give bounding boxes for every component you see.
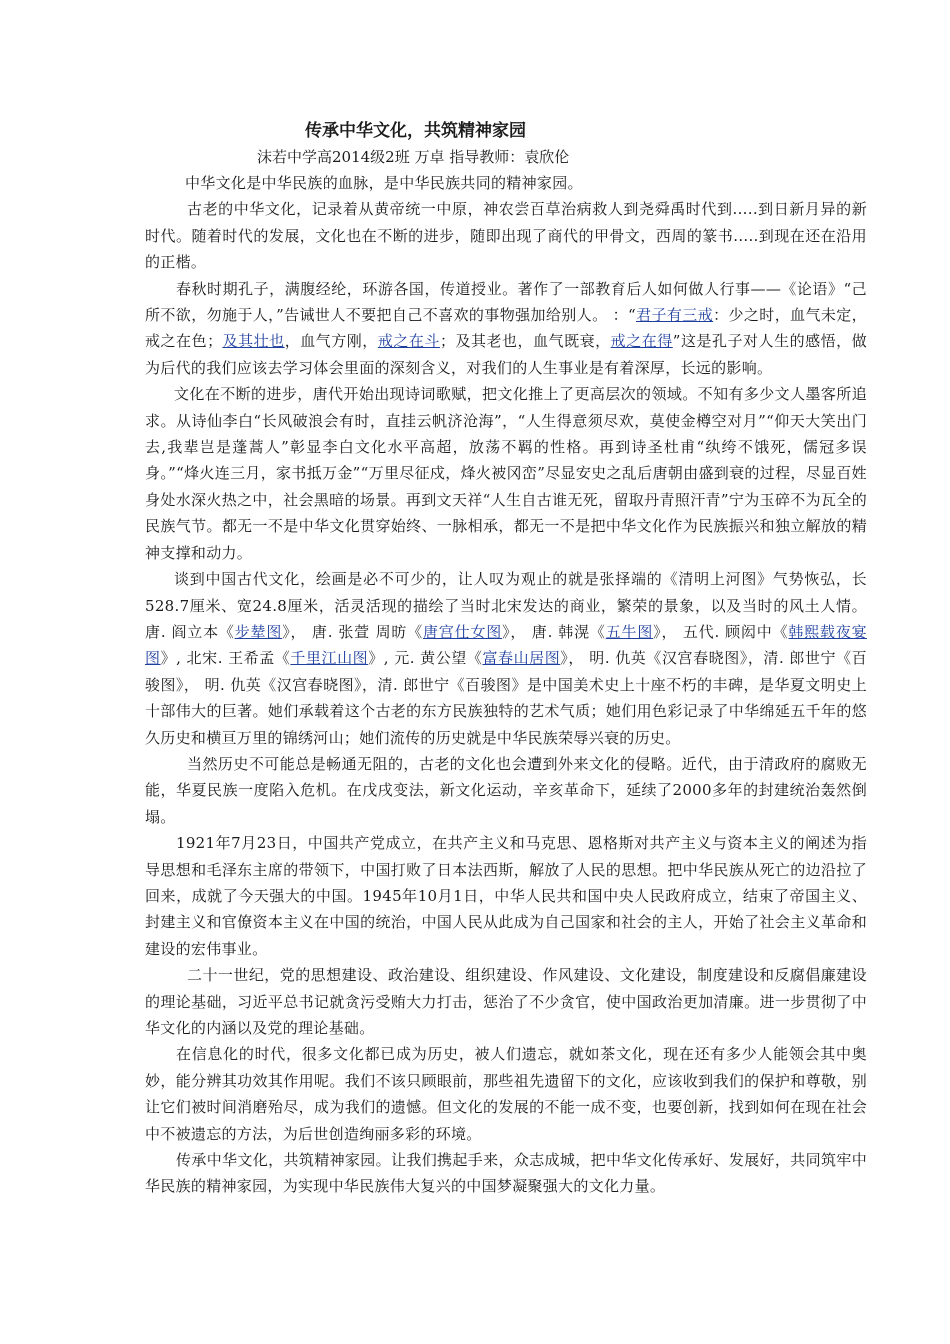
paragraph-information-age: 在信息化的时代，很多文化都已成为历史，被人们遗忘，就如茶文化，现在还有多少人能领会其中奥妙，能分辨其功效其作用呢。我们不该只顾眼前，那些祖先遗留下的文化，应该收到我们的保护和尊敬，别让它们被时间消磨殆尽，成为我们的遗憾。但文化的发展的不能一成不变，也要创新，找到如何在现在社会中不被遗忘的方法，为后世创造绚丽多彩的环境。 — [145, 1045, 867, 1143]
paragraph-text: 》， 唐. 韩滉《 — [502, 622, 606, 641]
paragraph-text: ”这是孔子对人生的感悟，做为后代的我们应该去学习体会里面的深刻含义，对我们的人生事业是有着深厚，长远的影响。 — [145, 332, 867, 377]
paragraph-text: 》， 五代. 顾闳中《 — [653, 622, 789, 641]
paragraph-paintings — [145, 566, 867, 751]
link-tanggong-shinv-tu[interactable]: 唐宫仕女图 — [423, 622, 503, 641]
paragraph-text: ：少之时，血气未定，戒之在色； — [145, 306, 867, 351]
paragraph-text: 》, 北宋. 王希孟《 — [160, 649, 291, 668]
paragraph-text: 》, 元. 黄公望《 — [368, 649, 483, 668]
document-page — [145, 118, 867, 1200]
link-fuchun-shanju-tu[interactable]: 富春山居图 — [482, 649, 561, 668]
link-jiqi-zhuangye[interactable]: 及其壮也 — [222, 332, 285, 351]
paragraph-modern-crisis: 当然历史不可能总是畅通无阻的，古老的文化也会遭到外来文化的侵略。近代，由于清政府的腐败无能，华夏民族一度陷入危机。在戊戌变法，新文化运动，辛亥革命下，延续了2000多年的封建统治轰然倒塌。 — [145, 754, 867, 826]
paragraph-tang-poetry: 文化在不断的进步，唐代开始出现诗词歌赋，把文化推上了更高层次的领域。不知有多少文人墨客所追求。从诗仙李白“长风破浪会有时，直挂云帆济沧海”，“人生得意须尽欢，莫使金樽空对月”“仰天大笑出门去,我辈岂是蓬蒿人”彰显李白文化水平高超，放荡不羁的性格。再到诗圣杜甫“纨绔不饿死，儒冠多误身。”“烽火连三月，家书抵万金”“万里尽征戍，烽火被冈峦”尽显安史之乱后唐朝由盛到衰的过程，尽显百姓身处水深火热之中，社会黑暗的场景。再到文天祥“人生自古谁无死，留取丹青照汗青”宁为玉碎不为瓦全的民族气节。都无一不是中华文化贯穿始终、一脉相承，都无一不是把中华文化作为民族振兴和独立解放的精神支撑和动力。 — [145, 385, 867, 562]
paragraph-text: 春秋时期孔子，满腹经纶，环游各国，传道授业。著作了一部教育后人如何做人行事——《论语》“己所不欲，勿施于人，”告诫世人不要把自己不喜欢的事物强加给别人。 ：“ — [145, 279, 867, 325]
link-bunian-tu[interactable]: 步辇图 — [234, 622, 283, 641]
paragraph-conclusion: 传承中华文化，共筑精神家园。让我们携起手来，众志成城，把中华文化传承好、发展好，共同筑牢中华民族的精神家园，为实现中华民族伟大复兴的中国梦凝聚强大的文化力量。 — [145, 1151, 867, 1196]
paragraph-confucius — [145, 276, 867, 382]
link-jiezhi-zaidou[interactable]: 戒之在斗 — [377, 332, 440, 351]
author-byline: 沫若中学高2014级2班 万卓 指导教师：袁欣伦 — [257, 148, 570, 166]
intro-paragraph: 中华文化是中华民族的血脉，是中华民族共同的精神家园。 — [185, 174, 583, 192]
link-wuniu-tu[interactable]: 五牛图 — [605, 622, 654, 641]
paragraph-text: ；及其老也，血气既衰， — [439, 332, 611, 351]
link-qianli-jiangshan-tu[interactable]: 千里江山图 — [290, 649, 369, 668]
document-title: 传承中华文化，共筑精神家园 — [305, 121, 526, 141]
paragraph-text: ，血气方刚， — [284, 332, 378, 351]
paragraph-text: 》， 明. 仇英《汉宫春晓图》，清. 郎世宁《百骏图》， 明. 仇英《汉宫春晓图》，清. 郎世宁《百骏图》是中国美术史上十座不朽的丰碑，是华夏文明史上十部伟大的巨著。她们承载着这个古老的东方民族独特的艺术气质；她们用色彩记录了中华绵延五千年的悠久历史和横亘万里的锦绣河山；她们流传的历史就是中华民族荣辱兴衰的历史。 — [145, 649, 867, 747]
paragraph-ancient-culture: 古老的中华文化，记录着从黄帝统一中原，神农尝百草治病救人到尧舜禹时代到.....到日新月异的新时代。随着时代的发展，文化也在不断的进步，随即出现了商代的甲骨文，西周的篆书.....到现在还在沿用的正楷。 — [145, 200, 867, 272]
paragraph-21st-century: 二十一世纪，党的思想建设、政治建设、组织建设、作风建设、文化建设，制度建设和反腐倡廉建设的理论基础，习近平总书记就贪污受贿大力打击，惩治了不少贪官，使中国政治更加清廉。进一步贯彻了中华文化的内涵以及党的理论基础。 — [145, 966, 867, 1037]
paragraph-text: 》， 唐. 张萱 周昉《 — [282, 622, 424, 641]
link-junzi-sanjie[interactable]: 君子有三戒 — [636, 306, 714, 325]
link-hanxizai-yeyan-tu[interactable]: 韩熙载夜宴图 — [145, 622, 867, 668]
paragraph-1921: 1921年7月23日，中国共产党成立，在共产主义和马克思、恩格斯对共产主义与资本主义的阐述为指导思想和毛泽东主席的带领下，中国打败了日本法西斯，解放了人民的思想。把中华民族从死亡的边沿拉了回来，成就了今天强大的中国。1945年10月1日，中华人民共和国中央人民政府成立，结束了帝国主义、封建主义和官僚资本主义在中国的统治，中国人民从此成为自己国家和社会的主人，开始了社会主义革命和建设的宏伟事业。 — [145, 834, 867, 958]
paragraph-text: 谈到中国古代文化，绘画是必不可少的，让人叹为观止的就是张择端的《清明上河图》气势恢弘，长528.7厘米、宽24.8厘米，活灵活现的描绘了当时北宋发达的商业，繁荣的景象，以及当时的风土人情。唐. 阎立本《 — [145, 570, 867, 641]
link-jiezhi-zaide[interactable]: 戒之在得 — [610, 332, 673, 351]
